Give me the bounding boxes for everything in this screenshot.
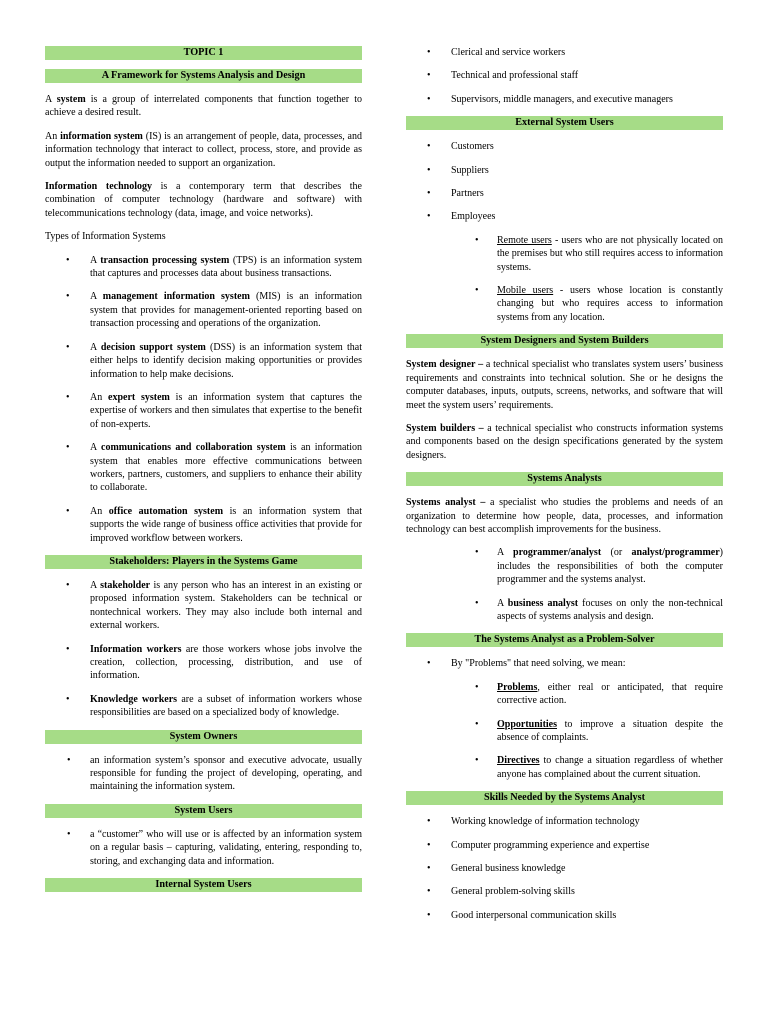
list-item: • Computer programming experience and expertise [406, 839, 723, 852]
list-item: • Problems, either real or anticipated, that require corrective action. [406, 681, 723, 708]
list-item: • A management information system (MIS) is an information system that provides for management-oriented reporting based on transaction processing and operations of the organization. [45, 290, 362, 330]
list-item: • A communications and collaboration system is an information system that enables more effective communications between workers, partners, customers, and suppliers to enhance their ability to collaborate. [45, 441, 362, 495]
analyst-types-list [406, 546, 723, 623]
list-item: • Knowledge workers are a subset of information workers whose responsibilities are based on a specialized body of knowledge. [45, 693, 362, 720]
list-item: • Good interpersonal communication skills [406, 909, 723, 922]
topic-banner: TOPIC 1 [45, 46, 362, 60]
list-item-mobile-users: • Mobile users - users whose location is constantly changing but who requires access to information systems from any location. [406, 284, 723, 324]
list-item: • General business knowledge [406, 862, 723, 875]
left-column [45, 46, 362, 892]
system-owners-heading: System Owners [45, 730, 362, 744]
systems-analysts-heading: Systems Analysts [406, 472, 723, 486]
list-item: • A transaction processing system (TPS) is an information system that captures and processes data about business transactions. [45, 254, 362, 281]
list-item: • Opportunities to improve a situation despite the absence of complaints. [406, 718, 723, 745]
list-item: • Suppliers [406, 164, 723, 177]
list-item: • Clerical and service workers [406, 46, 723, 59]
skills-heading: Skills Needed by the Systems Analyst [406, 791, 723, 805]
list-item: • By "Problems" that need solving, we mean: [406, 657, 723, 670]
list-item: • A decision support system (DSS) is an information system that either helps to identify decision making opportunities or provides information to help make decisions. [45, 341, 362, 381]
information-system-definition: An information system (IS) is an arrangement of people, data, processes, and information technology that interact to collect, process, store, and provide as output the information needed to support an organization. [45, 130, 362, 169]
list-item: • A stakeholder is any person who has an interest in an existing or proposed information system. Stakeholders can be technical or nontechnical workers. They may also include both internal and external workers. [45, 579, 362, 633]
system-builders-definition: System builders – a technical specialist who constructs information systems and components based on the design specifications generated by the system designers. [406, 422, 724, 461]
types-heading: Types of Information Systems [45, 231, 166, 243]
internal-users-heading: Internal System Users [45, 878, 362, 892]
list-item: • Information workers are those workers whose jobs involve the creation, collection, processing, distribution, and use of information. [45, 643, 362, 683]
list-item: • An office automation system is an information system that supports the wide range of business office activities that provide for improved workflow between workers. [45, 505, 362, 545]
system-designer-definition: System designer – a technical specialist who translates system users’ business requirements and constraints into technical solution. She or he designs the computer databases, inputs, outputs, screens, networks, and software that will meet the system users’ requirements. [406, 359, 723, 411]
list-item: • Supervisors, middle managers, and executive managers [406, 93, 723, 106]
problem-solver-list [406, 657, 723, 781]
list-item: • General problem-solving skills [406, 885, 723, 898]
designers-heading: System Designers and System Builders [406, 334, 723, 348]
problem-solver-heading: The Systems Analyst as a Problem-Solver [406, 633, 723, 647]
list-item: • Technical and professional staff [406, 69, 723, 82]
system-users-heading: System Users [45, 804, 362, 818]
system-users-list [45, 828, 362, 868]
list-item: • an information system’s sponsor and executive advocate, usually responsible for funding the project of developing, operating, and maintaining the information system. [45, 754, 362, 794]
list-item: • Partners [406, 187, 723, 200]
stakeholders-list [45, 579, 362, 720]
list-item: • A business analyst focuses on only the non-technical aspects of systems analysis and design. [406, 597, 723, 624]
list-item: • Customers [406, 140, 723, 153]
system-owners-list [45, 754, 362, 794]
systems-analyst-definition: Systems analyst – a specialist who studies the problems and needs of an organization to determine how people, data, processes, and information technology can best accomplish improvements for the business. [406, 497, 723, 535]
internal-users-list [406, 46, 723, 106]
external-users-list [406, 140, 723, 324]
system-definition: A system is a group of interrelated components that function together to achieve a desired result. [45, 94, 363, 119]
right-column [406, 46, 723, 922]
list-item: • Directives to change a situation regardless of whether anyone has complained about the current situation. [406, 754, 723, 781]
skills-list [406, 815, 723, 922]
list-item: • Working knowledge of information technology [406, 815, 723, 828]
list-item: • An expert system is an information system that captures the expertise of workers and then simulates that expertise to the benefit of non-experts. [45, 391, 362, 431]
list-item: • A programmer/analyst (or analyst/programmer) includes the responsibilities of both the computer programmer and the systems analyst. [406, 546, 723, 586]
list-item: • Employees [406, 210, 723, 223]
list-item: • a “customer” who will use or is affected by an information system on a regular basis – capturing, validating, entering, responding to, storing, and exchanging data and information. [45, 828, 362, 868]
is-types-list [45, 254, 362, 545]
external-users-heading: External System Users [406, 116, 723, 130]
stakeholders-heading: Stakeholders: Players in the Systems Game [45, 555, 362, 569]
list-item-remote-users: • Remote users - users who are not physically located on the premises but who still requires access to information systems. [406, 234, 723, 274]
framework-heading: A Framework for Systems Analysis and Design [45, 69, 362, 83]
information-technology-definition: Information technology is a contemporary term that describes the combination of computer technology (hardware and software) with telecommunications technology (data, image, and voice networks). [45, 181, 362, 219]
